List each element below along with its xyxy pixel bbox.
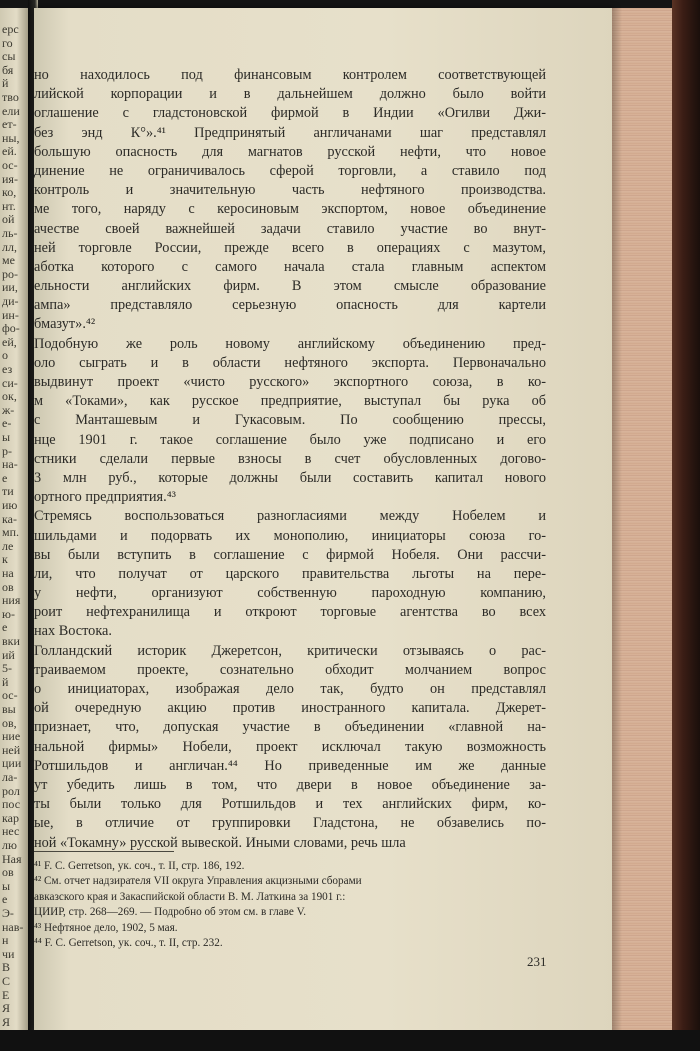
margin-fragment: ны, — [2, 130, 20, 145]
footnote-line: авказского края и Закаспийской области В. М. Латкина за 1901 г.: — [34, 890, 346, 903]
text-line: нах Востока. — [34, 623, 112, 640]
margin-fragment: н — [2, 933, 9, 948]
text-line: роит нефтехранилища и откроют торговые агентства во всех — [34, 604, 546, 621]
margin-fragment: бя — [2, 62, 14, 77]
margin-fragment: чи — [2, 946, 15, 961]
text-line: ампа» представляло серьезную опасность для картели — [34, 297, 546, 314]
margin-fragment: Е — [2, 987, 10, 1002]
margin-fragment: ж- — [2, 402, 15, 417]
text-line: динение не ограничивалось сферой торговли, а ставило под — [34, 162, 546, 179]
margin-fragment: ле — [2, 538, 14, 553]
margin-fragment: ерс — [2, 22, 19, 36]
margin-fragment: на — [2, 566, 14, 580]
text-line: о инициаторах, изображая дело так, будто он представлял — [34, 681, 546, 697]
margin-fragment: Ная — [2, 851, 22, 866]
footnote-line: ЦИИР, стр. 268—269. — Подробно об этом см. в главе V. — [34, 906, 307, 919]
text-line: но находилось под финансовым контролем соответствующей — [34, 67, 546, 83]
left-margin-text — [2, 8, 28, 1048]
margin-fragment: Э- — [2, 906, 14, 920]
margin-fragment: 5- — [2, 661, 12, 676]
margin-fragment: ии, — [2, 280, 18, 295]
margin-fragment: ко, — [2, 185, 17, 200]
margin-fragment: ез — [2, 362, 13, 376]
footnote-rule — [34, 851, 174, 852]
margin-fragment: ия- — [2, 171, 18, 186]
text-line: лийской корпорации и в дальнейшем должно было войти — [34, 86, 546, 103]
margin-fragment: ы — [2, 430, 11, 444]
text-line: нальной фирмы» Нобели, проект исключал такую возможность — [34, 738, 546, 755]
margin-fragment: ой — [2, 212, 15, 227]
margin-fragment: мп. — [2, 525, 20, 540]
margin-fragment: тво — [2, 90, 19, 104]
margin-fragment: ий — [2, 647, 15, 662]
text-line: траиваемом проекте, сознательно обходит молчанием вопрос — [34, 661, 546, 678]
margin-fragment: нес — [2, 824, 20, 839]
left-page-edge — [0, 8, 30, 1048]
text-line: оглашение с гладстоновской фирмой в Индии «Огилви Джи- — [34, 105, 546, 122]
margin-fragment: Я — [2, 1014, 11, 1029]
margin-fragment: фо- — [2, 321, 20, 336]
text-line: ортного предприятия.⁴³ — [34, 489, 176, 506]
text-line: выдвинут проект «чисто русского» экспортного союза, в ко- — [34, 374, 546, 390]
margin-fragment: ль- — [2, 226, 18, 240]
text-line: ней торговле России, прежде всего в операциях с мазутом, — [34, 239, 546, 256]
margin-fragment: ей. — [2, 144, 17, 159]
text-line: ой очередную акцию против иностранного капитала. Джерет- — [34, 700, 546, 717]
text-line: шильдами и подорвать их монополию, инициаторы союза го- — [34, 527, 546, 544]
text-line: Стремясь воспользоваться разногласиями между Нобелем и — [34, 508, 546, 525]
margin-fragment: ю- — [2, 606, 15, 621]
margin-fragment: ции — [2, 756, 22, 771]
margin-fragment: й — [2, 76, 9, 91]
text-line: с Манташевым и Гукасовым. По сообщению прессы, — [34, 412, 546, 429]
margin-fragment: нт. — [2, 198, 16, 213]
text-line: ме того, наряду с керосиновым экспортом, новое объединение — [34, 201, 546, 218]
margin-fragment: вы — [2, 702, 16, 716]
margin-fragment: ро- — [2, 266, 18, 281]
text-line: Голландский историк Джеретсон, критически отзываясь о рас- — [34, 642, 546, 659]
text-line: стники сделали первые взносы в счет обусловленных догово- — [34, 450, 546, 467]
margin-fragment: пос — [2, 797, 21, 812]
footnote-line: ⁴³ Нефтяное дело, 1902, 5 мая. — [34, 921, 178, 934]
margin-fragment: ти — [2, 484, 14, 499]
text-line: 3 млн руб., которые должны были составить капитал нового — [34, 469, 546, 486]
margin-fragment: ос- — [2, 688, 18, 703]
margin-fragment: В — [2, 960, 11, 975]
text-line: ной «Токамну» русской вывеской. Иными словами, речь шла — [34, 834, 406, 851]
margin-fragment: ет- — [2, 117, 17, 132]
margin-fragment: лл, — [2, 239, 17, 254]
margin-fragment: ов, — [2, 715, 17, 730]
right-page — [34, 8, 614, 1030]
text-line: нце 1901 г. такое соглашение было уже подписано и его — [34, 431, 546, 448]
margin-fragment: ме — [2, 253, 15, 268]
text-line: Ротшильдов и англичан.⁴⁴ Но приведенные им же данные — [34, 757, 546, 774]
text-line: ые, в отличие от группировки Гладстона, не обзавелись по- — [34, 815, 546, 832]
margin-fragment: ин- — [2, 307, 19, 322]
margin-fragment: ди- — [2, 294, 19, 308]
text-line: м «Токами», как русское предприятие, выступал бы рука об — [34, 393, 546, 410]
margin-fragment: Я — [2, 1001, 11, 1016]
background — [0, 1030, 700, 1051]
footnotes — [34, 859, 546, 951]
margin-fragment: е — [2, 892, 8, 907]
margin-fragment: ы — [2, 878, 11, 893]
margin-fragment: на- — [2, 457, 18, 472]
page-number: 231 — [527, 954, 547, 969]
text-line: большую опасность для магнатов русской нефти, что новое — [34, 143, 546, 160]
margin-fragment: лю — [2, 838, 17, 852]
body-text — [34, 66, 546, 853]
margin-fragment: С — [2, 974, 11, 988]
margin-fragment: о — [2, 348, 8, 363]
margin-fragment: ию — [2, 498, 18, 512]
text-line: контроль и значительную часть нефтяного производства. — [34, 182, 546, 199]
text-line: признает, что, допуская участие в объединении «главной на- — [34, 719, 546, 736]
margin-fragment: е — [2, 470, 8, 485]
text-line: без энд К°».⁴¹ Предпринятый англичанами шаг представлял — [34, 124, 546, 141]
book-cover — [672, 0, 700, 1051]
margin-fragment: ов — [2, 579, 14, 594]
text-line: оло сыграть и в области нефтяного экспорта. Первоначально — [34, 354, 546, 371]
text-line: бмазут».⁴² — [34, 316, 96, 333]
margin-fragment: ов — [2, 865, 14, 880]
text-line: ачестве своей важнейшей задачи ставило участие во внут- — [34, 220, 546, 237]
margin-fragment: ок, — [2, 389, 17, 404]
page-edge-shadow — [612, 8, 622, 1030]
margin-fragment: ос- — [2, 158, 18, 172]
text-line: у нефти, организуют собственную пароходную компанию, — [34, 585, 546, 602]
text-line: ты были только для Ротшильдов и тех английских фирм, ко- — [34, 796, 546, 813]
margin-fragment: нав- — [2, 919, 24, 934]
margin-fragment: си- — [2, 375, 18, 390]
margin-fragment: ния — [2, 593, 21, 608]
margin-fragment: го — [2, 35, 13, 50]
text-line: ельности английских фирм. В этом смысле образование — [34, 278, 546, 295]
margin-fragment: к — [2, 552, 8, 567]
margin-fragment: й — [2, 674, 9, 689]
margin-fragment: е — [2, 620, 8, 635]
margin-fragment: ней — [2, 742, 21, 757]
margin-fragment: ей, — [2, 334, 17, 349]
margin-fragment: р- — [2, 443, 12, 458]
margin-fragment: сы — [2, 49, 16, 64]
text-line: вы были вступить в соглашение с фирмой Нобеля. Они рассчи- — [34, 546, 546, 563]
text-line: Подобную же роль новому английскому объединению пред- — [34, 335, 546, 352]
text-line: аботка которого с самого начала стала главным аспектом — [34, 258, 546, 275]
footnote-line: ⁴⁴ F. C. Gerretson, ук. соч., т. II, стр. 232. — [34, 936, 223, 949]
margin-fragment: ка- — [2, 511, 17, 526]
margin-fragment: ние — [2, 729, 21, 744]
footnote-line: ⁴² См. отчет надзирателя VII округа Управления акцизными сборами — [34, 875, 362, 888]
text-line: ли, что получат от царского правительства льготы на пере- — [34, 565, 546, 582]
footnote-line: ⁴¹ F. C. Gerretson, ук. соч., т. II, стр. 186, 192. — [34, 860, 245, 872]
margin-fragment: ели — [2, 103, 20, 118]
margin-fragment: рол — [2, 783, 20, 798]
margin-fragment: ла- — [2, 770, 18, 784]
margin-fragment: е- — [2, 416, 12, 431]
margin-fragment: вки — [2, 634, 20, 648]
text-line: ут убедить лишь в том, что двери в новое объединение за- — [34, 776, 546, 793]
margin-fragment: кар — [2, 810, 19, 825]
